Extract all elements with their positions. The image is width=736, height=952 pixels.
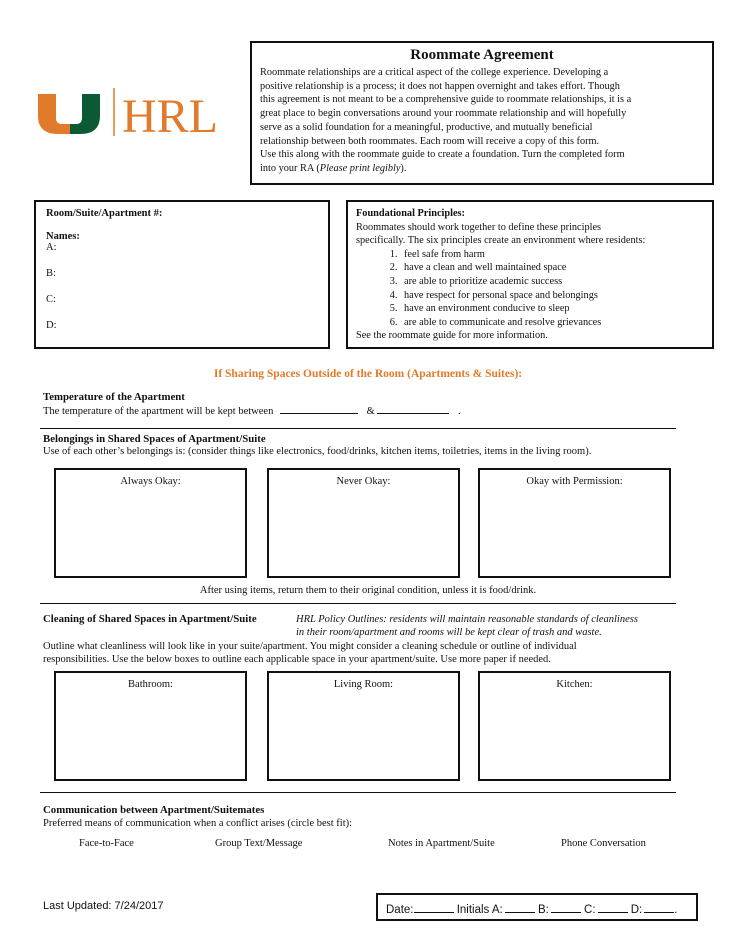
date-field[interactable] [414, 901, 454, 913]
initials-d-label: D: [630, 904, 643, 916]
divider [40, 792, 676, 793]
initials-a-field[interactable] [505, 901, 535, 913]
principles-footer: See the roommate guide for more information. [356, 330, 548, 342]
belongings-note: After using items, return them to their original condition, unless it is food/drink. [199, 585, 537, 596]
temperature-high-field[interactable] [377, 403, 449, 414]
okay-with-permission-box[interactable] [478, 468, 671, 578]
initials-b-label: B: [537, 904, 549, 916]
principle-item: 5. have an environment conducive to sleep [400, 302, 704, 316]
principles-title: Foundational Principles: [356, 208, 465, 219]
intro-line: serve as a solid foundation for a meaningful, productive, and mutually beneficial [260, 121, 593, 133]
logo-text: HRL [122, 90, 218, 138]
kitchen-box[interactable] [478, 671, 671, 781]
intro-line: relationship between both roommates. Each room will receive a copy of this form. [260, 135, 600, 147]
initials-d-field[interactable] [644, 901, 674, 913]
living-room-box[interactable] [267, 671, 460, 781]
principle-item: 3. are able to prioritize academic success [400, 275, 704, 289]
name-d-field[interactable]: D: [46, 320, 57, 331]
cleaning-title: Cleaning of Shared Spaces in Apartment/Suite [43, 613, 257, 625]
temperature-title: Temperature of the Apartment [43, 391, 185, 403]
logo-graphic [36, 86, 241, 138]
initials-c-field[interactable] [598, 901, 628, 913]
option-group-text[interactable]: Group Text/Message [215, 838, 303, 849]
kitchen-label: Kitchen: [556, 679, 593, 690]
never-okay-label: Never Okay: [336, 476, 391, 487]
principles-intro: Roommates should work together to define these principles [356, 221, 602, 233]
bathroom-label: Bathroom: [128, 679, 173, 690]
option-phone[interactable]: Phone Conversation [561, 838, 646, 849]
option-face-to-face[interactable]: Face-to-Face [79, 838, 134, 849]
intro-line: great place to begin conversations around your roommate relationship and will hopefully [260, 108, 627, 120]
temperature-amp: & [366, 406, 375, 417]
name-a-field[interactable]: A: [46, 242, 57, 253]
divider [40, 603, 676, 604]
communication-text: Preferred means of communication when a conflict arises (circle best fit): [43, 818, 353, 829]
name-b-field[interactable]: B: [46, 268, 56, 279]
date-label: Date: [386, 904, 414, 916]
okay-with-permission-label: Okay with Permission: [526, 476, 623, 487]
temperature-period: . [458, 406, 461, 417]
always-okay-label: Always Okay: [120, 476, 181, 487]
policy-line: in their room/apartment and rooms will be kept clear of trash and waste. [296, 627, 602, 638]
initials-b-field[interactable] [551, 901, 581, 913]
cleaning-line: Outline what cleanliness will look like in your suite/apartment. You might consider a cleaning schedule or outline of individual [43, 641, 577, 652]
divider [40, 428, 676, 429]
intro-line: Roommate relationships are a critical aspect of the college experience. Developing a [260, 67, 609, 78]
initials-a-label: Initials A: [456, 904, 503, 916]
intro-line: into your RA ( [260, 162, 320, 174]
intro-line: this agreement is not meant to be a comprehensive guide to roommate relationships, it is a [260, 94, 632, 106]
principles-list [356, 248, 704, 330]
cleaning-line: responsibilities. Use the below boxes to outline each applicable space in your apartment/suite. Use more paper if needed. [43, 654, 551, 665]
intro-box [250, 41, 714, 185]
cleaning-text [43, 640, 577, 666]
room-label: Room/Suite/Apartment #: [46, 208, 163, 219]
living-room-label: Living Room: [333, 679, 394, 690]
principle-item: 2. have a clean and well maintained space [400, 261, 704, 275]
form-title: Roommate Agreement [410, 47, 554, 63]
footer-period: . [674, 904, 678, 916]
belongings-text: Use of each other’s belongings is: (consider things like electronics, food/drinks, kitchen items, toiletries, items in the living room). [43, 446, 592, 457]
principle-item: 6. are able to communicate and resolve grievances [400, 316, 704, 330]
temperature-low-field[interactable] [280, 403, 358, 414]
initials-c-label: C: [584, 904, 596, 916]
intro-line: Use this along with the roommate guide to create a foundation. Turn the completed form [260, 149, 625, 161]
principle-item: 4. have respect for personal space and belongings [400, 289, 704, 303]
bathroom-box[interactable] [54, 671, 247, 781]
intro-text [260, 66, 704, 176]
principles-intro: specifically. The six principles create an environment where residents: [356, 235, 646, 247]
u-left-part [38, 94, 70, 134]
names-label: Names: [46, 231, 80, 242]
intro-line-end: ). [400, 162, 407, 174]
last-updated: Last Updated: 7/24/2017 [43, 900, 164, 912]
principle-item: 1. feel safe from harm [400, 248, 704, 262]
communication-title: Communication between Apartment/Suitemates [43, 804, 265, 816]
room-names-box [34, 200, 330, 349]
temperature-row [43, 403, 461, 417]
belongings-title: Belongings in Shared Spaces of Apartment/Suite [43, 433, 266, 445]
temperature-text: The temperature of the apartment will be kept between [43, 406, 274, 417]
always-okay-box[interactable] [54, 468, 247, 578]
hrl-logo [36, 86, 241, 138]
intro-line: positive relationship is a process; it does not happen overnight and takes effort. Though [260, 80, 620, 92]
shared-spaces-heading: If Sharing Spaces Outside of the Room (Apartments & Suites): [213, 368, 523, 380]
u-right-part [70, 94, 100, 134]
name-c-field[interactable]: C: [46, 294, 56, 305]
option-notes[interactable]: Notes in Apartment/Suite [388, 838, 495, 849]
principles-box [346, 200, 714, 349]
cleaning-policy [296, 613, 638, 639]
date-initials-box [376, 893, 698, 921]
policy-line: HRL Policy Outlines: residents will maintain reasonable standards of cleanliness [296, 614, 638, 625]
never-okay-box[interactable] [267, 468, 460, 578]
print-legibly: Please print legibly [319, 162, 401, 174]
